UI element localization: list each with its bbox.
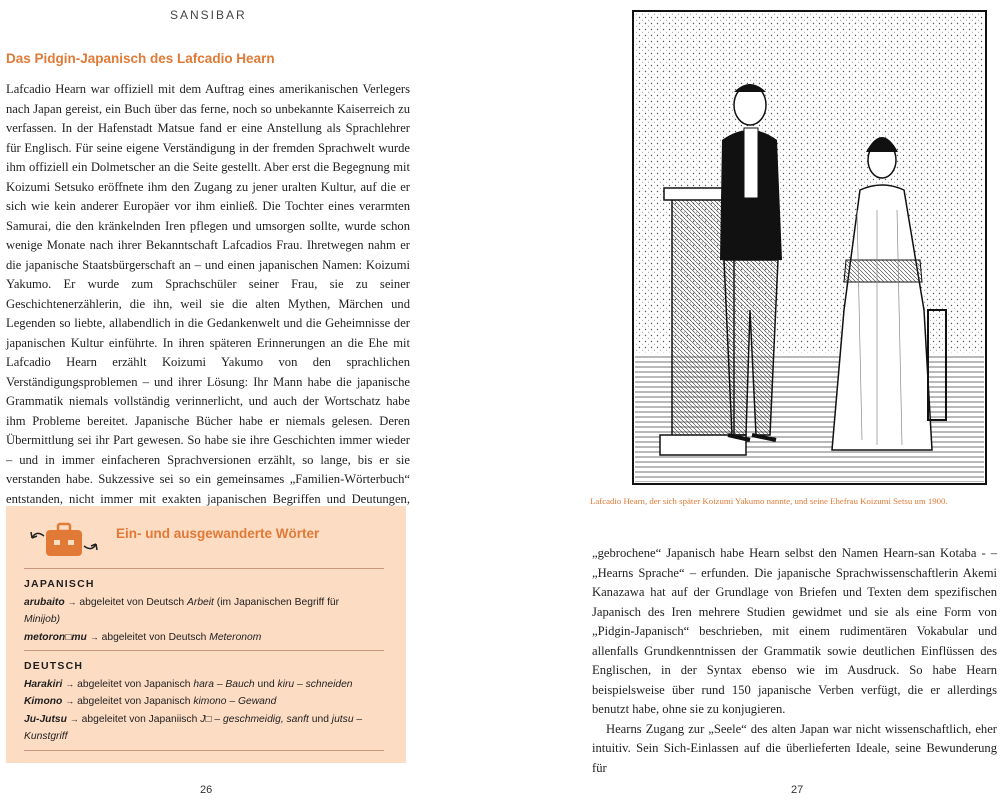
info-box (6, 506, 406, 763)
section-heading: Das Pidgin-Japanisch des Lafcadio Hearn (6, 51, 275, 66)
entry-metoronomu: metoron□mu → abgeleitet von Deutsch Meteronom (24, 631, 262, 643)
section-label: DEUTSCH (24, 660, 84, 672)
right-body-text (592, 544, 997, 778)
page-number-right: 27 (791, 784, 804, 796)
left-body-text: Lafcadio Hearn war offiziell mit dem Auftrag eines amerikanischen Verlegers nach Japan gereist, ein Buch über das ferne, noch so unbekannte Kaiserreich zu verfassen. In der Hafenstadt Matsue fand er eine Anstellung als Sprachlehrer für Englisch. Für seine eigene Verständigung in der fremden Sprachwelt wurde ihm offiziell ein Dolmetscher an die Seite gestellt. Aber erst die Begegnung mit Koizumi Setsuko eröffnete ihm den Zugang zu jener uralten Kultur, auf die er sich wie kein anderer Europäer vor ihm einließ. Die Tochter eines verarmten Samurai, die den kränkelnden Iren pflegen und umsorgen sollte, wurde schon wenige Monate nach ihrer Bekanntschaft Lafcadios Frau. Ihretwegen nahm er die japanische Staatsbürgerschaft an – und einen japanischen Namen: Koizumi Yakumo. Er wurde zum Sprachschüler seiner Frau, sie zu seiner Geschichtenerzählerin, die ihn, weil sie die alten Mythen, Märchen und Legenden so liebte, allabendlich in die Gedankenwelt und die Geheimnisse der japanischen Kultur einführte. In ihren späteren Erinnerungen an die Ehe mit Lafcadio Hearn erzählt Koizumi Yakumo von den sprachlichen Verständigungsproblemen – und ihrer Lösung: Ihr Mann habe die japanische Grammatik niemals vollständig verinnerlicht, und auch der Wortschatz habe ihm Probleme bereitet. Japanische Bücher habe er niemals gelesen. Deren Übermittlung sei ihr Part gewesen. So habe sie ihre Geschichten immer wieder – und in immer einfacheren Sprachversionen erzählt, so lange, bis er sie verstanden habe. Sukzessive sei so ein gemeinsames „Familien-Wörterbuch“ entstanden, nicht immer mit exakten japanischen Begriffen und Deutungen, (6, 82, 410, 506)
page-number-left: 26 (200, 784, 213, 796)
entry-arubaito: arubaito → abgeleitet von Deutsch Arbeit (im Japanischen Begriff für Minijob) (24, 596, 340, 625)
running-title: SANSIBAR (170, 8, 247, 22)
entry-jujutsu: Ju-Jutsu → abgeleitet von Japaniisch J□ – geschmeidig, sanft und jutsu – Kunstgriff (24, 713, 363, 742)
section-label: JAPANISCH (24, 578, 95, 590)
entry-kimono: Kimono → abgeleitet von Japanisch kimono – Gewand (24, 696, 277, 707)
box-section-japanisch (24, 576, 394, 646)
suitcase-arrows-icon (28, 516, 100, 564)
box-divider (24, 568, 384, 569)
entry-harakiri: Harakiri → abgeleitet von Japanisch hara – Bauch und kiru – schneiden (24, 678, 353, 690)
right-paragraph-1: „gebrochene“ Japanisch habe Hearn selbst den Namen Hearn-san Kotaba - – „Hearns Sprache“ – erfunden. Die japanische Sprachwissenschaftlerin Akemi Kanazawa hat auf der Grundlage von Briefen und Texten dem spezifischen Japanisch des Iren mehrere Studien gewidmet und sie als eine Form von „Pidgin-Japanisch“ beschrieben, mit einem rudimentären Vokabular und allenfalls Grundkenntnissen der Grammatik sowie deutlichen Einflüssen des Englischen, in der Syntax ebenso wie im Ausdruck. So habe Hearn beispielsweise über rund 150 japanische Verben verfügt, die er allerdings benutzt habe, ohne sie zu konjugieren. (592, 546, 997, 716)
figure-caption: Lafcadio Hearn, der sich später Koizumi Yakumo nannte, und seine Ehefrau Koizumi Setsu um 1900. (590, 496, 948, 506)
box-divider (24, 750, 384, 751)
box-divider (24, 650, 384, 651)
box-section-deutsch (24, 658, 394, 746)
etching-couple-icon (632, 10, 987, 485)
box-title: Ein- und ausgewanderte Wörter (116, 526, 320, 541)
right-paragraph-2: Hearns Zugang zur „Seele“ des alten Japan war nicht wissenschaftlich, eher intuitiv. Sein Sich-Einlassen auf die überlieferten Ideale, seine Bewunderung für (592, 721, 997, 775)
